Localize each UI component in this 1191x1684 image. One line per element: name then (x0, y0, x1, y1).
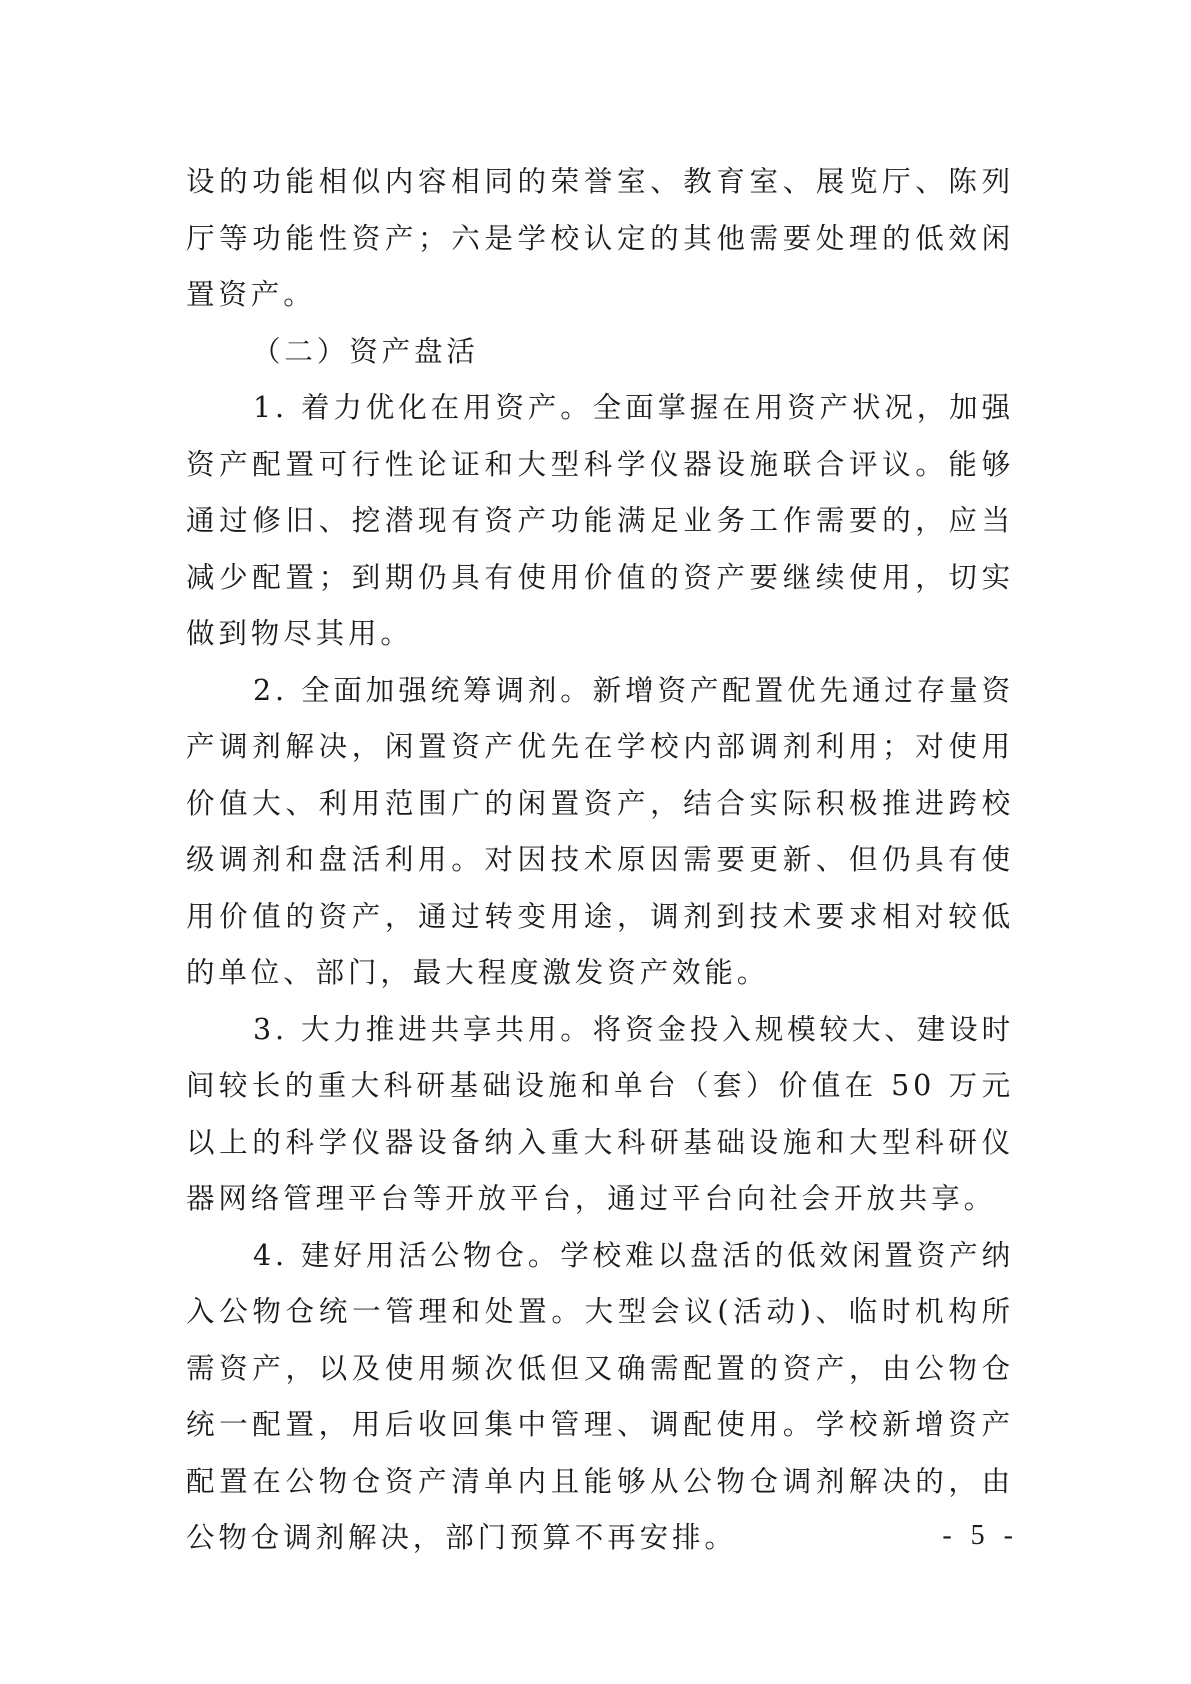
page-number: - 5 - (942, 1520, 1019, 1551)
paragraph-item-2: 2. 全面加强统筹调剂。新增资产配置优先通过存量资产调剂解决，闲置资产优先在学校内部调剂利用；对使用价值大、利用范围广的闲置资产，结合实际积极推进跨校级调剂和盘活利用。对因技术原因需要更新、但仍具有使用价值的资产，通过转变用途，调剂到技术要求相对较低的单位、部门，最大程度激发资产效能。 (186, 673, 1014, 989)
paragraph-continuation: 设的功能相似内容相同的荣誉室、教育室、展览厅、陈列厅等功能性资产；六是学校认定的其他需要处理的低效闲置资产。 (186, 165, 1014, 311)
paragraph-item-4: 4. 建好用活公物仓。学校难以盘活的低效闲置资产纳入公物仓统一管理和处置。大型会议(活动)、临时机构所需资产，以及使用频次低但又确需配置的资产，由公物仓统一配置，用后收回集中管理、调配使用。学校新增资产配置在公物仓资产清单内且能够从公物仓调剂解决的，由公物仓调剂解决，部门预算不再安排。 (186, 1238, 1014, 1554)
paragraph-item-1: 1. 着力优化在用资产。全面掌握在用资产状况，加强资产配置可行性论证和大型科学仪器设施联合评议。能够通过修旧、挖潜现有资产功能满足业务工作需要的，应当减少配置；到期仍具有使用价值的资产要继续使用，切实做到物尽其用。 (186, 391, 1014, 650)
document-body (186, 154, 1014, 1567)
section-heading-asset-revitalization: （二）资产盘活 (252, 334, 479, 368)
paragraph-item-3: 3. 大力推进共享共用。将资金投入规模较大、建设时间较长的重大科研基础设施和单台（套）价值在 50 万元以上的科学仪器设备纳入重大科研基础设施和大型科研仪器网络管理平台等开放平台，通过平台向社会开放共享。 (186, 1012, 1014, 1215)
